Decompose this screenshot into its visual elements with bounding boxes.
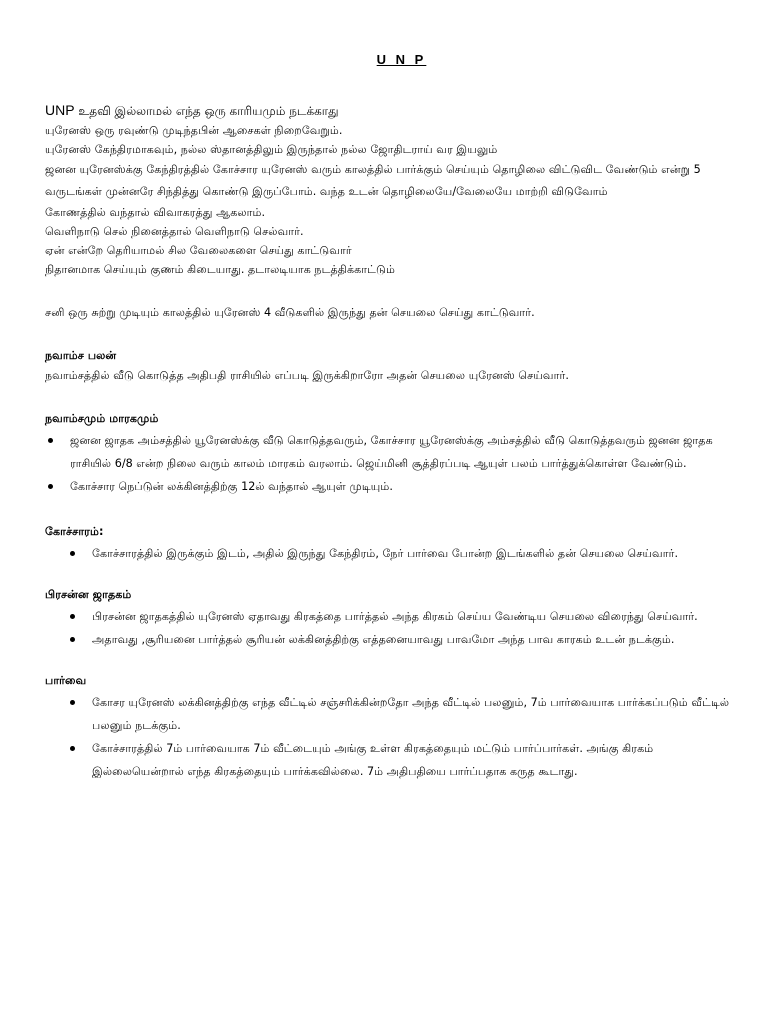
document-title: U N P (376, 52, 427, 67)
sani-paragraph: சனி ஒரு சுற்று முடியும் காலத்தில் யுரேனஸ் 4 வீடுகளில் இருந்து தன் செயலை செய்து காட்டுவார். (45, 306, 535, 319)
paarvai-heading: பார்வை (45, 674, 87, 687)
list-item (45, 542, 738, 565)
intro-line-1-prefix: UNP (45, 102, 75, 118)
navamsa-maraka-list (45, 429, 738, 498)
bullet-icon (70, 637, 75, 642)
intro-line-8: நிதானமாக செய்யும் குணம் கிடையாது. தடாலடியாக நடத்திக்காட்டும் (45, 263, 395, 276)
list-item (45, 475, 738, 498)
list-item (45, 605, 738, 628)
intro-line-4: ஜனன யுரேனஸ்க்கு கேந்திரத்தில் கோச்சார யுரேனஸ் வரும் காலத்தில் பார்க்கும் செய்யும் தொழிலை விட்டுவிட வேண்டும் என்று 5 வருடங்கள் முன்னரே சிந்தித்து கொண்டு இருப்போம். வந்த உடன் தொழிலையே/வேலையே மாற்றி விடுவோம் (45, 163, 701, 198)
navamsa-maraka-section (45, 409, 738, 498)
paarvai-list (45, 691, 738, 783)
intro-line-1 (45, 101, 738, 121)
intro-line-3: யுரேனஸ் கேந்திரமாகவும், நல்ல ஸ்தானத்திலும் இருந்தால் நல்ல ஜோதிடராய் வர இயலும் (45, 143, 498, 156)
prasanna-section (45, 585, 738, 651)
list-item-text: அதாவது ,சூரியனை பார்த்தல் சூரியன் லக்கினத்திற்கு எத்தனையாவது பாவமோ அந்த பாவ காரகம் உடன் நடக்கும். (92, 633, 675, 646)
intro-line-6: வெளிநாடு செல் நினைத்தால் வெளிநாடு செல்வார். (45, 225, 304, 238)
navamsa-section (45, 346, 738, 385)
intro-line-5: கோணத்தில் வந்தால் விவாகரத்து ஆகலாம். (45, 206, 266, 219)
navamsa-text: நவாம்சத்தில் வீடு கொடுத்த அதிபதி ராசியில் எப்படி இருக்கிறாரோ அதன் செயலை யுரேனஸ் செய்வார். (45, 369, 569, 382)
prasanna-list (45, 605, 738, 651)
list-item-text: கோச்சாரத்தில் 7ம் பார்வையாக 7ம் வீட்டையும் அங்கு உள்ள கிரகத்தையும் மட்டும் பார்ப்பார்கள். அங்கு கிரகம் இல்லையென்றால் எந்த கிரகத்தையும் பார்க்கவில்லை. 7ம் அதிபதியை பார்ப்பதாக கருத கூடாது. (92, 742, 654, 778)
list-item-text: கோச்சார நெப்டுன் லக்கினத்திற்கு 12ல் வந்தால் ஆயுள் முடியும். (70, 480, 393, 493)
intro-line-7: ஏன் என்றே தெரியாமல் சில வேலைகளை செய்து காட்டுவார் (45, 244, 352, 257)
intro-line-2: யுரேனஸ் ஒரு ரவுண்டு முடிந்தபின் ஆசைகள் நிறைவேறும். (45, 124, 343, 137)
intro-section (45, 101, 738, 279)
list-item-text: பிரசன்ன ஜாதகத்தில் யுரேனஸ் ஏதாவது கிரகத்தை பார்த்தல் அந்த கிரகம் செய்ய வேண்டிய செயலை விரைந்து செய்வார். (92, 610, 698, 623)
kochara-section (45, 522, 738, 565)
list-item (45, 628, 738, 651)
kochara-heading: கோச்சாரம்: (45, 525, 104, 538)
list-item-text: ஜனன ஜாதக அம்சத்தில் யூரேனஸ்க்கு வீடு கொடுத்தவரும், கோச்சார யூரேனஸ்க்கு அம்சத்தில் வீடு கொடுத்தவரும் ஜனன ஜாதக ராசியில் 6/8 என்ற நிலை வரும் காலம் மாரகம் வரலாம். ஜெய்மினி சூத்திரப்படி ஆயுள் பலம் பார்த்துக்கொள்ள வேண்டும். (70, 434, 713, 470)
bullet-icon (48, 438, 53, 443)
prasanna-heading: பிரசன்ன ஜாதகம் (45, 588, 132, 601)
bullet-icon (70, 746, 75, 751)
paarvai-section (45, 671, 738, 783)
list-item (45, 737, 738, 783)
list-item-text: கோசர யுரேனஸ் லக்கினத்திற்கு எந்த வீட்டில் சஞ்சரிக்கின்றதோ அந்த வீட்டில் பலனும், 7ம் பார்வையாக பார்க்கப்படும் வீட்டில் பலனும் நடக்கும். (92, 696, 730, 732)
navamsa-maraka-heading: நவாம்சமும் மாரகமும் (45, 412, 159, 425)
navamsa-heading: நவாம்ச பலன் (45, 349, 117, 362)
bullet-icon (70, 614, 75, 619)
bullet-icon (70, 551, 75, 556)
list-item (45, 691, 738, 737)
bullet-icon (48, 484, 53, 489)
list-item (45, 429, 738, 475)
bullet-icon (70, 700, 75, 705)
intro-line-1-rest: உதவி இல்லாமல் எந்த ஒரு காரியமும் நடக்காது (74, 104, 339, 118)
kochara-list (45, 542, 738, 565)
list-item-text: கோச்சாரத்தில் இருக்கும் இடம், அதில் இருந்து கேந்திரம், நேர் பார்வை போன்ற இடங்களில் தன் செயலை செய்வார். (92, 547, 678, 560)
